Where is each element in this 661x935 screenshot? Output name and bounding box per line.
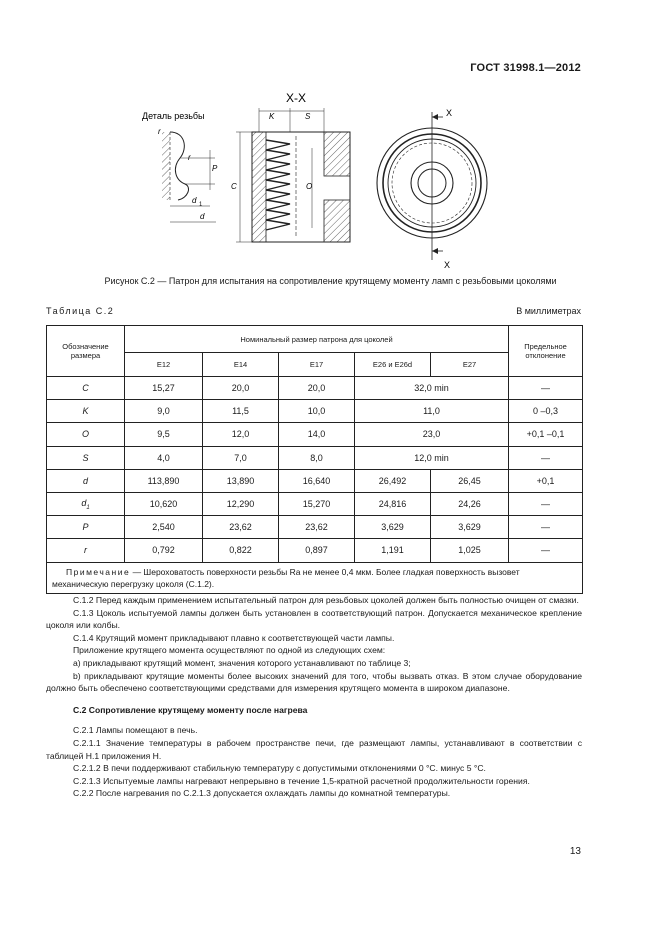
paragraph: С.2.1.3 Испытуемые лампы нагревают непрерывно в течение 1,5-кратной расчетной продолжительности горения.: [73, 775, 530, 786]
table-row: P 2,540 23,62 23,62 3,629 3,629 —: [47, 516, 583, 539]
header-base: E12: [125, 353, 203, 377]
header-tolerance: Предельное отклонение: [509, 326, 583, 377]
table-caption: Таблица С.2: [46, 306, 115, 316]
table-note: [47, 562, 583, 593]
paragraph: Приложение крутящего момента осуществляют по одной из следующих схем:: [73, 645, 386, 656]
detail-label: Деталь резьбы: [142, 111, 205, 121]
x-mark-top: X: [446, 108, 453, 118]
page-number: 13: [569, 846, 581, 857]
body-text: [46, 594, 582, 800]
paragraph: b) прикладывают крутящие моменты более высоких значений для того, чтобы вызвать отказ. В этом случае оборудование должно быть обеспечено соответствующими средствами для измерения крутящего момента в широком диапазоне.: [46, 670, 582, 694]
header-nominal: Номинальный размер патрона для цоколей: [125, 326, 509, 353]
table-units: В миллиметрах: [516, 306, 581, 316]
paragraph: С.2.1.2 В печи поддерживают стабильную температуру с допустимыми отклонениями 0 °С. минус 5 °С.: [73, 763, 486, 774]
paragraph: С.1.4 Крутящий момент прикладывают плавно к соответствующей части лампы.: [73, 632, 395, 643]
table-row: O 9,5 12,0 14,0 23,0 +0,1 –0,1: [47, 423, 583, 446]
table-row: S 4,0 7,0 8,0 12,0 min —: [47, 446, 583, 469]
paragraph: С.2.2 После нагревания по С.2.1.3 допускается охлаждать лампы до комнатной температуры.: [73, 788, 451, 799]
header-base: E26 и E26d: [355, 353, 431, 377]
k-label: K: [269, 112, 275, 121]
section-heading: С.2 Сопротивление крутящему моменту после нагрева: [73, 704, 308, 715]
d-label: d: [200, 212, 205, 221]
note-text: — Шероховатость поверхности резьбы Ra не менее 0,4 мкм. Более гладкая поверхность вызовет механическую перегрузку цоколя (С.1.2).: [52, 566, 520, 589]
end-view: [377, 108, 487, 270]
header-base: E14: [203, 353, 279, 377]
table-row: K 9,0 11,5 10,0 11,0 0 –0,3: [47, 400, 583, 423]
pitch-label: P: [212, 164, 218, 173]
header-base: E27: [431, 353, 509, 377]
header-base: E17: [279, 353, 355, 377]
figure-caption: Рисунок С.2 — Патрон для испытания на сопротивление крутящему моменту ламп с резьбовыми цоколями: [104, 276, 557, 286]
paragraph: С.1.3 Цоколь испытуемой лампы должен быть установлен в соответствующий патрон. Допускается механическое крепление цоколя или колбы.: [46, 607, 582, 631]
note-label: Примечание: [66, 566, 131, 577]
paragraph: С.2.1.1 Значение температуры в рабочем пространстве печи, где размещают лампы, устанавливают в соответствии с таблицей Н.1 приложения Н.: [46, 737, 582, 761]
c-label: C: [231, 182, 237, 191]
thread-detail: [142, 111, 218, 222]
paragraph: С.1.2 Перед каждым применением испытательный патрон для резьбовых цоколей должен быть полностью очищен от смазки.: [73, 595, 579, 605]
table-row: C 15,27 20,0 20,0 32,0 min —: [47, 377, 583, 400]
table-row: d 113,890 13,890 16,640 26,492 26,45 +0,1: [47, 469, 583, 492]
lampholder-drawing: [130, 88, 550, 273]
dimensions-table: [46, 325, 583, 594]
section-label: X-X: [286, 91, 307, 105]
section-view: [231, 91, 350, 242]
table-row: r 0,792 0,822 0,897 1,191 1,025 —: [47, 539, 583, 562]
paragraph: а) прикладывают крутящий момент, значения которого устанавливают по таблице 3;: [73, 657, 411, 668]
header-designation: Обозначение размера: [47, 326, 125, 377]
table-row: $d_1$ 10,620 12,290 15,270 24,816 24,26 —: [47, 492, 583, 515]
paragraph: С.2.1 Лампы помещают в печь.: [73, 725, 198, 736]
radius-label-1: r: [158, 127, 161, 136]
d1-label: d: [192, 196, 197, 205]
radius-label-2: r: [188, 153, 191, 162]
x-mark-bottom: X: [444, 260, 451, 270]
d1-subscript: 1: [199, 202, 203, 208]
s-label: S: [305, 112, 311, 121]
document-code: ГОСТ 31998.1—2012: [470, 62, 581, 74]
o-label: O: [306, 182, 313, 191]
